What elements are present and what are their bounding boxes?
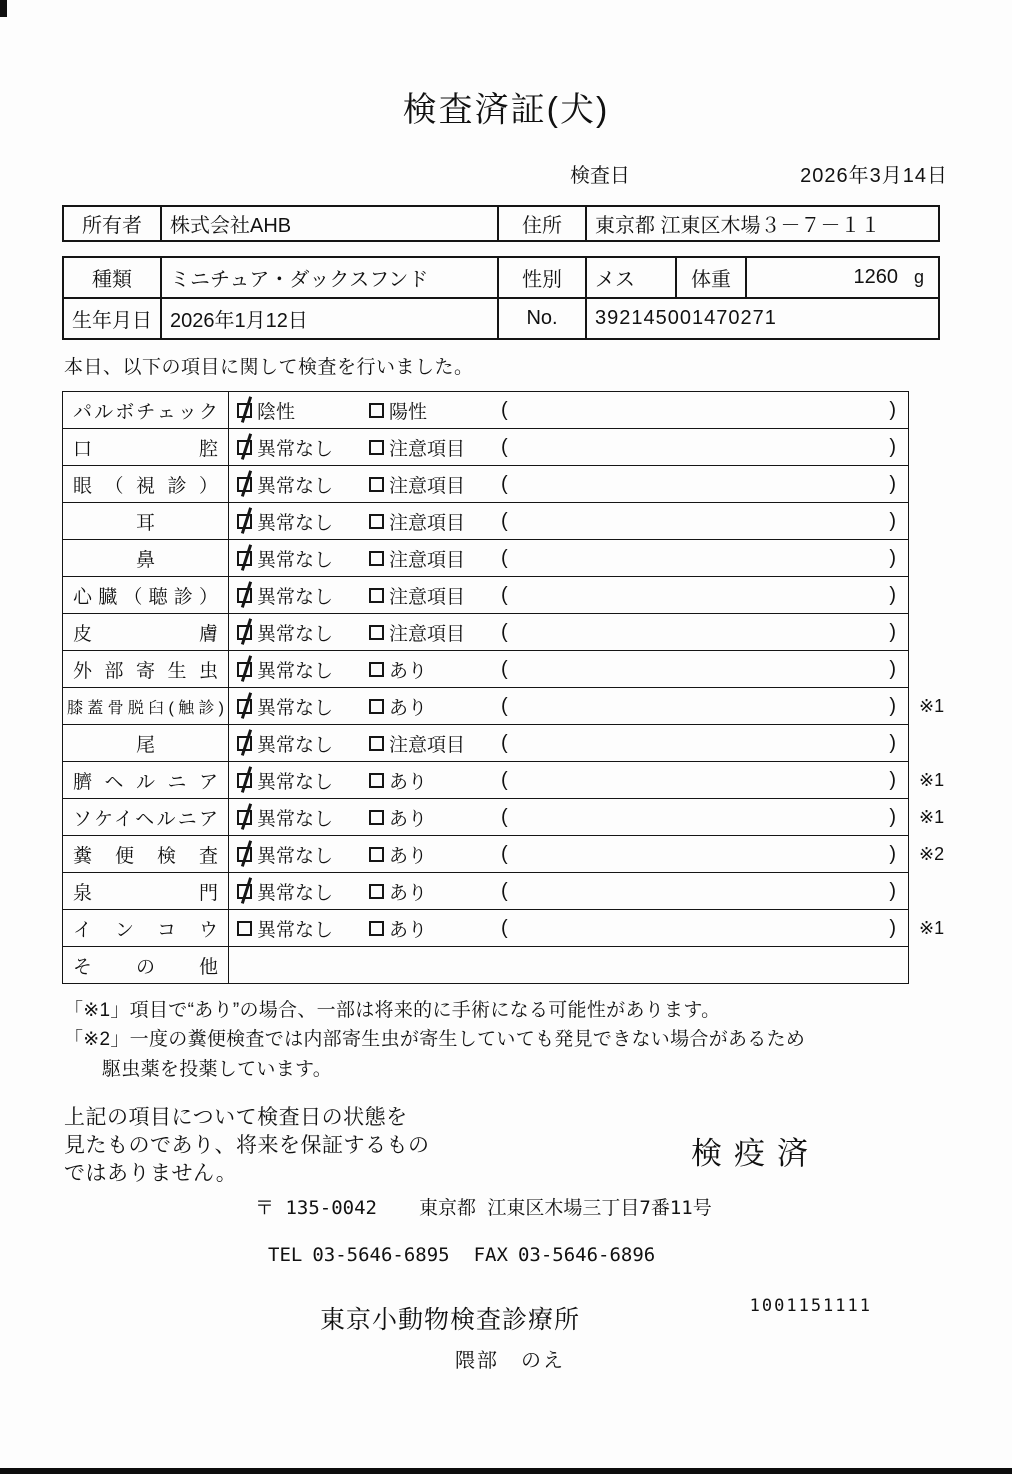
footer-row: [64, 1104, 948, 1187]
checkbox-icon: [369, 699, 384, 714]
inspection-item-content: [229, 762, 909, 799]
result-option-1: [237, 841, 369, 868]
inspection-item-content: [229, 910, 909, 947]
checkbox-icon: [369, 551, 384, 566]
inspection-item-label: 皮膚: [63, 614, 229, 651]
result-option-2: [369, 804, 501, 831]
paren-close: ): [889, 731, 896, 754]
row-footnote-mark: ※1: [919, 806, 945, 827]
tel-label: TEL: [268, 1244, 303, 1267]
result-option-1: [237, 545, 369, 572]
paren-close: ): [889, 805, 896, 828]
inspection-table: [62, 391, 969, 984]
result-option-1-label: 異常なし: [257, 734, 334, 756]
inspection-row: [63, 614, 969, 651]
remarks-parentheses: [501, 436, 908, 459]
checkbox-icon: [237, 403, 252, 418]
remarks-parentheses: [501, 621, 908, 644]
result-option-2: [369, 915, 501, 942]
inspection-item-label: ソケイヘルニア: [63, 799, 229, 836]
paren-open: (: [501, 620, 508, 643]
result-option-1-label: 異常なし: [257, 586, 334, 608]
paren-open: (: [501, 768, 508, 791]
inspection-item-label: 臍ヘルニア: [63, 762, 229, 799]
inspection-table-body: [63, 392, 969, 984]
result-option-1: [237, 878, 369, 905]
result-option-1: [237, 656, 369, 683]
inspection-row: [63, 873, 969, 910]
result-option-2: [369, 471, 501, 498]
paren-close: ): [889, 657, 896, 680]
remarks-parentheses: [501, 880, 908, 903]
paren-close: ): [889, 916, 896, 939]
inspection-item-label: パルボチェック: [63, 392, 229, 429]
paren-close: ): [889, 768, 896, 791]
checkbox-icon: [369, 477, 384, 492]
disclaimer-line-3: ではありません。: [64, 1161, 238, 1185]
fax-label: FAX: [473, 1244, 508, 1267]
inspection-row: [63, 836, 969, 873]
result-option-1-label: 異常なし: [257, 623, 334, 645]
document-code: 1001151111: [749, 1296, 872, 1316]
remarks-parentheses: [501, 769, 908, 792]
inspection-item-label: 糞便検査: [63, 836, 229, 873]
dog-info-table: [62, 256, 940, 340]
row-footnote-mark: [909, 947, 969, 984]
result-option-2-label: 注意項目: [389, 586, 466, 608]
row-footnote-mark: ※2: [919, 843, 945, 864]
inspection-row: [63, 466, 969, 503]
quarantine-stamp: 検疫済: [691, 1136, 820, 1172]
checkbox-icon: [237, 884, 252, 899]
disclaimer-line-1: 上記の項目について検査日の状態を: [64, 1106, 408, 1130]
result-option-1-label: 異常なし: [257, 808, 334, 830]
result-option-2-label: あり: [389, 882, 428, 904]
inspection-item-content: [229, 540, 909, 577]
row-footnote-mark: [909, 392, 969, 429]
paren-close: ): [889, 694, 896, 717]
row-footnote-mark: [909, 466, 969, 503]
owner-row: [63, 206, 939, 241]
inspection-item-content: [229, 873, 909, 910]
inspection-item-content: [229, 688, 909, 725]
fax-number: 03-5646-6896: [517, 1244, 656, 1267]
result-option-2-label: 注意項目: [389, 512, 466, 534]
result-option-1: [237, 915, 369, 942]
result-option-2-label: あり: [389, 919, 428, 941]
result-option-2: [369, 656, 501, 683]
result-option-2-label: 注意項目: [389, 549, 466, 571]
checkbox-icon: [237, 810, 252, 825]
inspection-row: [63, 725, 969, 762]
inspection-item-content: [229, 466, 909, 503]
inspection-item-content: [229, 836, 909, 873]
paren-close: ): [889, 842, 896, 865]
inspection-row: [63, 651, 969, 688]
inspection-date-row: [62, 159, 950, 189]
checkbox-icon: [369, 588, 384, 603]
result-option-2: [369, 434, 501, 461]
inspection-row: [63, 947, 969, 984]
result-option-1-label: 異常なし: [257, 697, 334, 719]
remarks-parentheses: [501, 584, 908, 607]
checkbox-icon: [237, 699, 252, 714]
sex-label: 性別: [498, 257, 586, 298]
inspection-item-label: 眼（視診）: [63, 466, 229, 503]
checkbox-icon: [369, 773, 384, 788]
result-option-2: [369, 878, 501, 905]
footnote-2-line1: 「※2」一度の糞便検査では内部寄生虫が寄生していても発見できない場合があるため: [64, 1029, 806, 1051]
result-option-2: [369, 508, 501, 535]
scan-artifact-bottom-edge: [0, 1468, 1012, 1474]
checkbox-icon: [369, 847, 384, 862]
paren-open: (: [501, 546, 508, 569]
checkbox-icon: [237, 921, 252, 936]
inspection-item-content: [229, 429, 909, 466]
inspection-row: [63, 577, 969, 614]
result-option-1: [237, 471, 369, 498]
dog-info-row-1: [63, 257, 939, 298]
inspection-item-content: [229, 799, 909, 836]
weight-value: 1260: [853, 266, 898, 288]
disclaimer-line-2: 見たものであり、将来を保証するもの: [64, 1134, 430, 1158]
inspection-item-label: インコウ: [63, 910, 229, 947]
row-footnote-mark: [909, 540, 969, 577]
paren-open: (: [501, 805, 508, 828]
paren-open: (: [501, 842, 508, 865]
footnote-2-line2: 駆虫薬を投薬しています。: [102, 1058, 333, 1080]
checkbox-icon: [369, 403, 384, 418]
result-option-2-label: あり: [389, 660, 428, 682]
result-option-1-label: 異常なし: [257, 512, 334, 534]
remarks-parentheses: [501, 473, 908, 496]
checkbox-icon: [237, 477, 252, 492]
inspection-item-label: 口腔: [63, 429, 229, 466]
checkbox-icon: [369, 662, 384, 677]
result-option-1: [237, 619, 369, 646]
checkbox-icon: [369, 625, 384, 640]
inspection-row: [63, 799, 969, 836]
dog-info-row-2: [63, 298, 939, 339]
checkbox-icon: [369, 810, 384, 825]
result-option-2: [369, 545, 501, 572]
remarks-parentheses: [501, 695, 908, 718]
row-footnote-mark: [909, 873, 969, 910]
checkbox-icon: [237, 625, 252, 640]
inspection-row: [63, 540, 969, 577]
veterinarian-name: 隈部 のえ: [455, 1350, 565, 1373]
sex-value: メス: [586, 257, 676, 298]
tel-number: 03-5646-6895: [312, 1244, 450, 1267]
result-option-2-label: 陽性: [389, 401, 428, 423]
result-option-2-label: あり: [389, 808, 428, 830]
checkbox-icon: [237, 440, 252, 455]
page-title: 検査済証(犬): [402, 91, 610, 129]
intro-text: 本日、以下の項目に関して検査を行いました。: [64, 357, 474, 378]
owner-name: 株式会社AHB: [161, 206, 498, 241]
result-option-1: [237, 434, 369, 461]
result-option-2-label: あり: [389, 771, 428, 793]
inspection-item-content: [229, 947, 909, 984]
result-option-1-label: 異常なし: [257, 438, 334, 460]
no-label: No.: [498, 298, 586, 339]
remarks-parentheses: [501, 843, 908, 866]
result-option-2: [369, 730, 501, 757]
result-option-2: [369, 619, 501, 646]
checkbox-icon: [237, 847, 252, 862]
row-footnote-mark: ※1: [919, 769, 945, 790]
result-option-2: [369, 582, 501, 609]
weight-cell: [746, 257, 939, 298]
paren-open: (: [501, 509, 508, 532]
result-option-2-label: あり: [389, 697, 428, 719]
paren-close: ): [889, 472, 896, 495]
row-footnote-mark: [909, 614, 969, 651]
paren-open: (: [501, 879, 508, 902]
row-footnote-mark: [909, 577, 969, 614]
checkbox-icon: [369, 514, 384, 529]
paren-close: ): [889, 546, 896, 569]
disclaimer-text: [64, 1104, 430, 1187]
row-footnote-mark: [909, 429, 969, 466]
row-footnote-mark: ※1: [919, 917, 945, 938]
checkbox-icon: [237, 773, 252, 788]
result-option-1-label: 異常なし: [257, 660, 334, 682]
paren-close: ): [889, 879, 896, 902]
checkbox-icon: [369, 440, 384, 455]
inspection-item-label: 外部寄生虫: [63, 651, 229, 688]
checkbox-icon: [237, 514, 252, 529]
result-option-2: [369, 767, 501, 794]
paren-close: ): [889, 435, 896, 458]
inspection-item-label: 耳: [63, 503, 229, 540]
result-option-1: [237, 767, 369, 794]
row-footnote-mark: [909, 651, 969, 688]
birthdate-label: 生年月日: [63, 298, 161, 339]
paren-open: (: [501, 694, 508, 717]
inspection-item-content: [229, 651, 909, 688]
remarks-parentheses: [501, 732, 908, 755]
clinic-postal-code: 〒 135-0042: [255, 1197, 377, 1220]
inspection-row: [63, 503, 969, 540]
result-option-2-label: あり: [389, 845, 428, 867]
paren-open: (: [501, 731, 508, 754]
result-option-1: [237, 582, 369, 609]
clinic-name: 東京小動物検査診療所: [320, 1306, 581, 1335]
footnote-1: 「※1」項目で“あり”の場合、一部は将来的に手術になる可能性があります。: [64, 1000, 721, 1021]
checkbox-icon: [369, 921, 384, 936]
inspection-item-label: 泉門: [63, 873, 229, 910]
checkbox-icon: [237, 551, 252, 566]
inspection-row: [63, 910, 969, 947]
result-option-1: [237, 804, 369, 831]
weight-label: 体重: [676, 257, 746, 298]
inspection-item-label: 膝蓋骨脱臼(触診): [63, 688, 229, 725]
result-option-1-label: 異常なし: [257, 771, 334, 793]
paren-open: (: [501, 435, 508, 458]
clinic-address-line: [255, 1193, 1012, 1220]
no-value: 392145001470271: [586, 298, 939, 339]
result-option-1-label: 異常なし: [257, 549, 334, 571]
result-option-1-label: 異常なし: [257, 475, 334, 497]
paren-close: ): [889, 398, 896, 421]
breed-value: ミニチュア・ダックスフンド: [161, 257, 498, 298]
breed-label: 種類: [63, 257, 161, 298]
result-option-2-label: 注意項目: [389, 475, 466, 497]
inspection-row: [63, 688, 969, 725]
checkbox-icon: [369, 736, 384, 751]
result-option-2: [369, 841, 501, 868]
inspection-row: [63, 429, 969, 466]
inspection-date-value: 2026年3月14日: [800, 165, 948, 187]
remarks-parentheses: [501, 399, 908, 422]
paren-close: ): [889, 620, 896, 643]
inspection-item-content: [229, 725, 909, 762]
result-option-2-label: 注意項目: [389, 734, 466, 756]
row-footnote-mark: ※1: [919, 695, 945, 716]
owner-label: 所有者: [63, 206, 161, 241]
paren-open: (: [501, 916, 508, 939]
row-footnote-mark: [909, 503, 969, 540]
result-option-2: [369, 397, 501, 424]
paren-close: ): [889, 509, 896, 532]
paren-open: (: [501, 583, 508, 606]
row-footnote-mark: [909, 725, 969, 762]
result-option-1-label: 異常なし: [257, 919, 334, 941]
scan-artifact-corner: [0, 0, 7, 17]
result-option-1: [237, 730, 369, 757]
remarks-parentheses: [501, 917, 908, 940]
owner-address-label: 住所: [498, 206, 586, 241]
paren-open: (: [501, 398, 508, 421]
birthdate-value: 2026年1月12日: [161, 298, 498, 339]
result-option-1: [237, 508, 369, 535]
inspection-item-label: 心臓（聴診）: [63, 577, 229, 614]
paren-open: (: [501, 472, 508, 495]
result-option-1-label: 陰性: [257, 401, 296, 423]
inspection-item-label: その他: [63, 947, 229, 984]
inspection-row: [63, 392, 969, 429]
checkbox-icon: [369, 884, 384, 899]
result-option-2: [369, 693, 501, 720]
clinic-tel-line: [268, 1244, 1012, 1266]
result-option-1-label: 異常なし: [257, 882, 334, 904]
remarks-parentheses: [501, 806, 908, 829]
inspection-item-label: 尾: [63, 725, 229, 762]
remarks-parentheses: [501, 547, 908, 570]
inspection-item-content: [229, 503, 909, 540]
paren-open: (: [501, 657, 508, 680]
inspection-row: [63, 762, 969, 799]
inspection-item-label: 鼻: [63, 540, 229, 577]
remarks-parentheses: [501, 510, 908, 533]
result-option-1: [237, 397, 369, 424]
inspection-date-label: 検査日: [570, 165, 630, 187]
inspection-item-content: [229, 392, 909, 429]
result-option-1: [237, 693, 369, 720]
inspection-item-content: [229, 577, 909, 614]
owner-address: 東京都 江東区木場３－７－１１: [586, 206, 939, 241]
checkbox-icon: [237, 736, 252, 751]
result-option-2-label: 注意項目: [389, 623, 466, 645]
checkbox-icon: [237, 662, 252, 677]
result-option-2-label: 注意項目: [389, 438, 466, 460]
remarks-parentheses: [501, 658, 908, 681]
inspection-item-content: [229, 614, 909, 651]
checkbox-icon: [237, 588, 252, 603]
weight-unit: g: [913, 267, 924, 287]
result-option-1-label: 異常なし: [257, 845, 334, 867]
clinic-address: 東京都 江東区木場三丁目7番11号: [418, 1197, 712, 1220]
owner-table: [62, 205, 940, 242]
paren-close: ): [889, 583, 896, 606]
